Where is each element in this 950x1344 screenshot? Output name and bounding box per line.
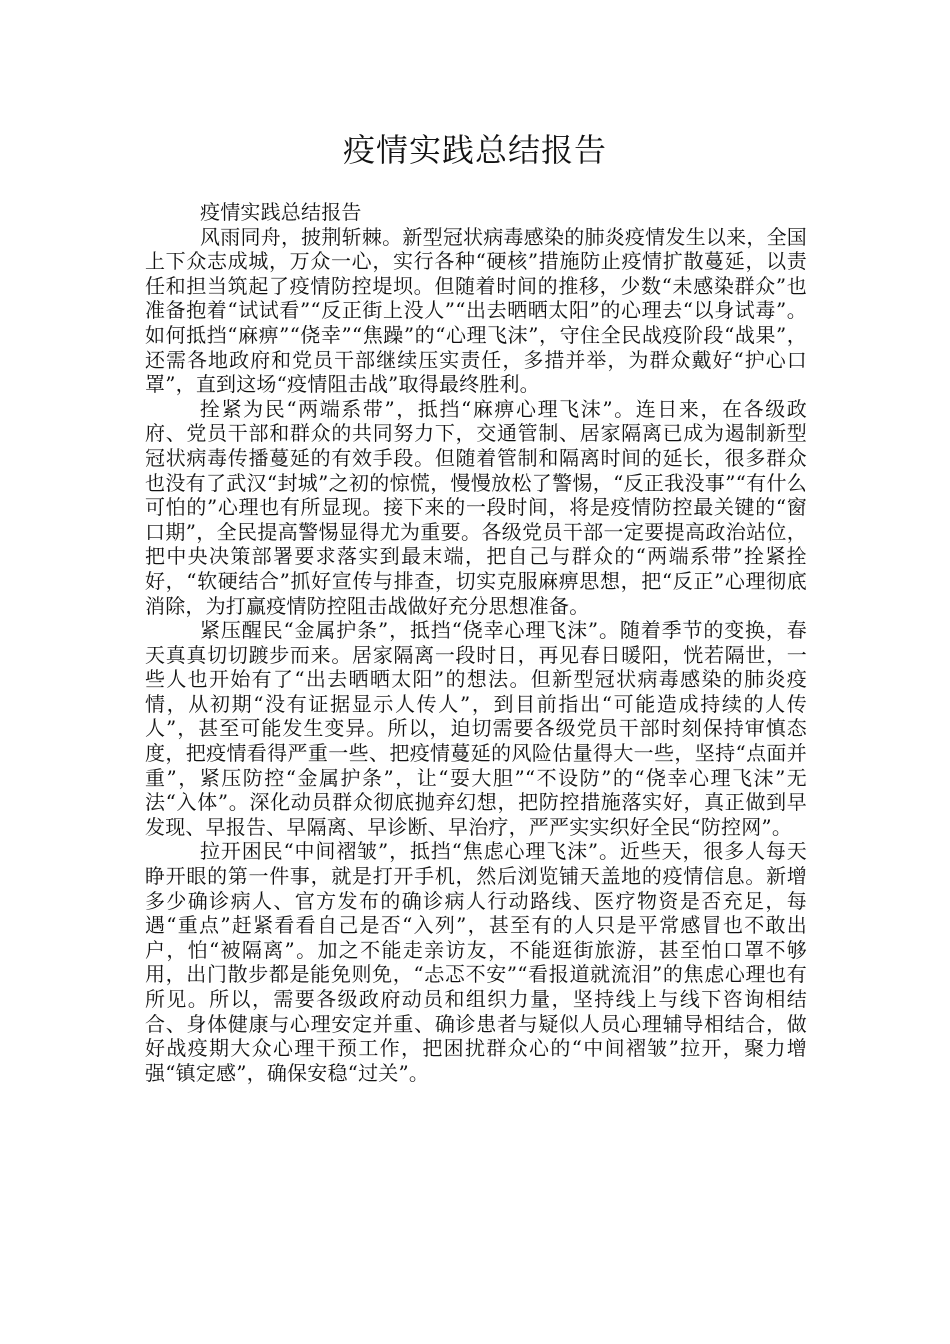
paragraph-section-2: 紧压醒民“金属护条”，抵挡“侥幸心理飞沫”。随着季节的变换，春天真真切切踱步而来。居家隔离一段时日，再见春日暖阳，恍若隔世，一些人也开始有了“出去晒晒太阳”的想法。但新型冠状病毒感染的肺炎疫情，从初期“没有证据显示人传人”，到目前指出“可能造成持续的人传人”，甚至可能发生变异。所以，迫切需要各级党员干部时刻保持审慎态度，把疫情看得严重一些、把疫情蔓延的风险估量得大一些，坚持“点面并重”，紧压防控“金属护条”，让“耍大胆”“不设防”的“侥幸心理飞沫”无法“入体”。深化动员群众彻底抛弃幻想，把防控措施落实好，真正做到早发现、早报告、早隔离、早诊断、早治疗，严严实实织好全民“防控网”。 xyxy=(145,618,807,839)
paragraph-section-3: 拉开困民“中间褶皱”，抵挡“焦虑心理飞沫”。近些天，很多人每天睁开眼的第一件事，就是打开手机，然后浏览铺天盖地的疫情信息。新增多少确诊病人、官方发布的确诊病人行动路线、医疗物资是否充足，每遇“重点”赶紧看看自己是否“入列”，甚至有的人只是平常感冒也不敢出户，怕“被隔离”。加之不能走亲访友，不能逛街旅游，甚至怕口罩不够用，出门散步都是能免则免，“忐忑不安”“看报道就流泪”的焦虑心理也有所见。所以，需要各级政府动员和组织力量，坚持线上与线下咨询相结合、身体健康与心理安定并重、确诊患者与疑似人员心理辅导相结合，做好战疫期大众心理干预工作，把困扰群众心的“中间褶皱”拉开，聚力增强“镇定感”，确保安稳“过关”。 xyxy=(145,839,807,1085)
paragraph-subtitle: 疫情实践总结报告 xyxy=(200,200,362,224)
paragraph-intro: 风雨同舟，披荆斩棘。新型冠状病毒感染的肺炎疫情发生以来，全国上下众志成城，万众一心，实行各种“硬核”措施防止疫情扩散蔓延，以责任和担当筑起了疫情防控堤坝。但随着时间的推移，少数“未感染群众”也准备抱着“试试看”“反正街上没人”“出去晒晒太阳”的心理去“以身试毒”。如何抵挡“麻痹”“侥幸”“焦躁”的“心理飞沫”，守住全民战疫阶段“战果”，还需各地政府和党员干部继续压实责任，多措并举，为群众戴好“护心口罩”，直到这场“疫情阻击战”取得最终胜利。 xyxy=(145,224,807,397)
document-title: 疫情实践总结报告 xyxy=(342,131,607,169)
document-body xyxy=(145,200,807,1085)
paragraph-section-1: 拴紧为民“两端系带”，抵挡“麻痹心理飞沫”。连日来，在各级政府、党员干部和群众的共同努力下，交通管制、居家隔离已成为遏制新型冠状病毒传播蔓延的有效手段。但随着管制和隔离时间的延长，很多群众也没有了武汉“封城”之初的惊慌，慢慢放松了警惕，“反正我没事”“有什么可怕的”心理也有所显现。接下来的一段时间，将是疫情防控最关键的“窗口期”，全民提高警惕显得尤为重要。各级党员干部一定要提高政治站位，把中央决策部署要求落实到最末端，把自己与群众的“两端系带”拴紧拴好，“软硬结合”抓好宣传与排查，切实克服麻痹思想，把“反正”心理彻底消除，为打赢疫情防控阻击战做好充分思想准备。 xyxy=(145,396,807,618)
